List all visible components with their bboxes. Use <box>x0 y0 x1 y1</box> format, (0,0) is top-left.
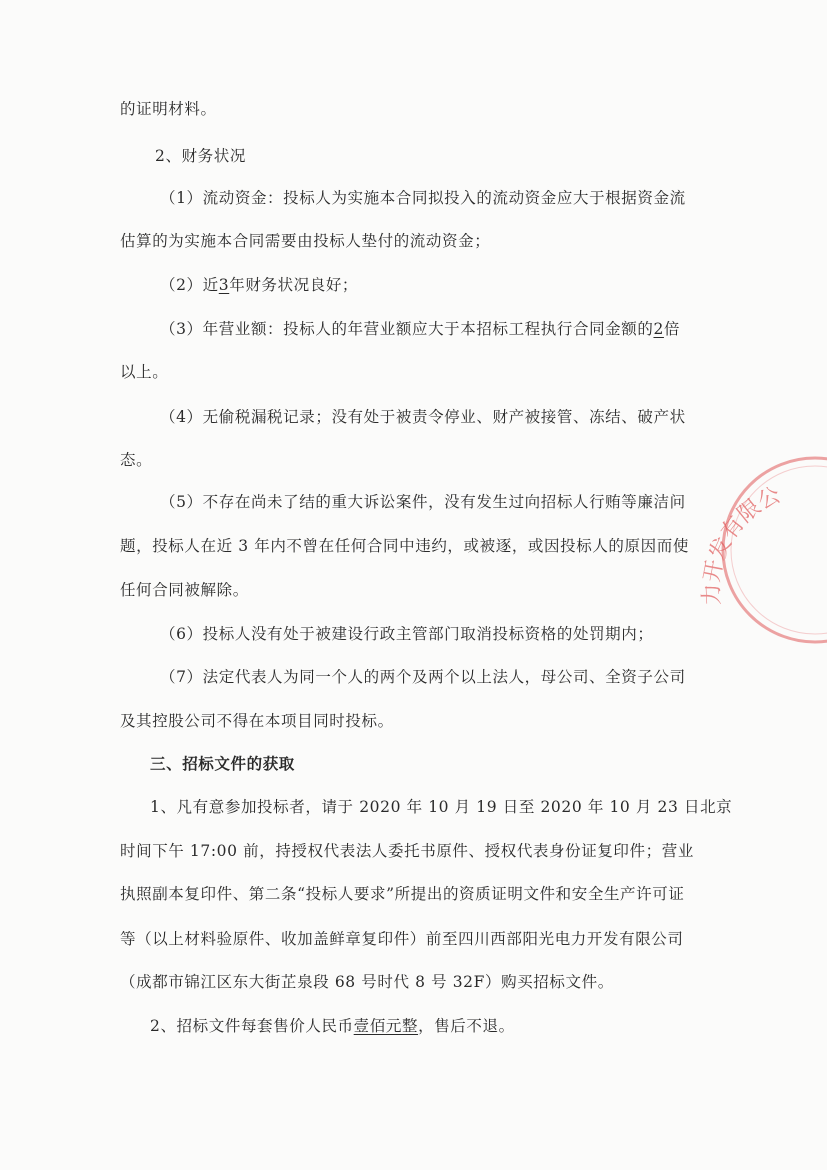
underlined-price: 壹佰元整 <box>353 1017 419 1035</box>
text-line: （1）流动资金：投标人为实施本合同拟投入的流动资金应大于根据资金流 <box>160 189 686 207</box>
text-line <box>160 319 827 339</box>
text-line: 题，投标人在近 3 年内不曾在任何合同中违约，或被逐，或因投标人的原因而使 <box>120 537 689 555</box>
text-segment: （2）近 <box>160 276 219 294</box>
text-segment: 倍 <box>663 320 681 338</box>
text-line: 以上。 <box>120 363 169 381</box>
text-line: （5）不存在尚未了结的重大诉讼案件，没有发生过向招标人行贿等廉洁问 <box>160 493 686 511</box>
text-line: （4）无偷税漏税记录；没有处于被责令停业、财产被接管、冻结、破产状 <box>160 408 686 426</box>
underlined-number: 2 <box>653 320 664 338</box>
company-seal <box>690 455 827 645</box>
text-line: 等（以上材料验原件、收加盖鲜章复印件）前至四川西部阳光电力开发有限公司 <box>120 930 684 948</box>
text-segment: （3）年营业额：投标人的年营业额应大于本招标工程执行合同金额的 <box>160 320 654 338</box>
text-line: （6）投标人没有处于被建设行政主管部门取消投标资格的处罚期内； <box>160 625 654 643</box>
text-segment: 年财务状况良好； <box>229 276 359 294</box>
text-segment: ，售后不退。 <box>418 1017 515 1035</box>
section-heading: 三、招标文件的获取 <box>150 754 295 773</box>
text-line: 时间下午 17:00 前，持授权代表法人委托书原件、授权代表身份证复印件；营业 <box>120 842 694 860</box>
underlined-number: 3 <box>218 276 230 294</box>
text-line: 执照副本复印件、第二条“投标人要求”所提出的资质证明文件和安全生产许可证 <box>120 885 685 903</box>
text-line <box>150 1016 827 1036</box>
text-line <box>160 275 827 295</box>
text-line: 态。 <box>120 451 153 469</box>
text-line: （7）法定代表人为同一个人的两个及两个以上法人，母公司、全资子公司 <box>160 668 686 686</box>
text-line: 及其控股公司不得在本项目同时投标。 <box>120 712 394 730</box>
text-line: 任何合同被解除。 <box>120 581 249 599</box>
seal-text: 力开发有限公 <box>699 482 785 607</box>
text-segment: 2、招标文件每套售价人民币 <box>150 1017 354 1035</box>
text-line: （成都市锦江区东大街芷泉段 68 号时代 8 号 32F）购买招标文件。 <box>120 973 614 991</box>
text-line: 1、凡有意参加投标者，请于 2020 年 10 月 19 日至 2020 年 10 月 23 日北京 <box>150 798 733 816</box>
text-line: 的证明材料。 <box>120 100 217 118</box>
text-line: 估算的为实施本合同需要由投标人垫付的流动资金； <box>120 232 491 250</box>
section-heading: 2、财务状况 <box>155 147 246 165</box>
